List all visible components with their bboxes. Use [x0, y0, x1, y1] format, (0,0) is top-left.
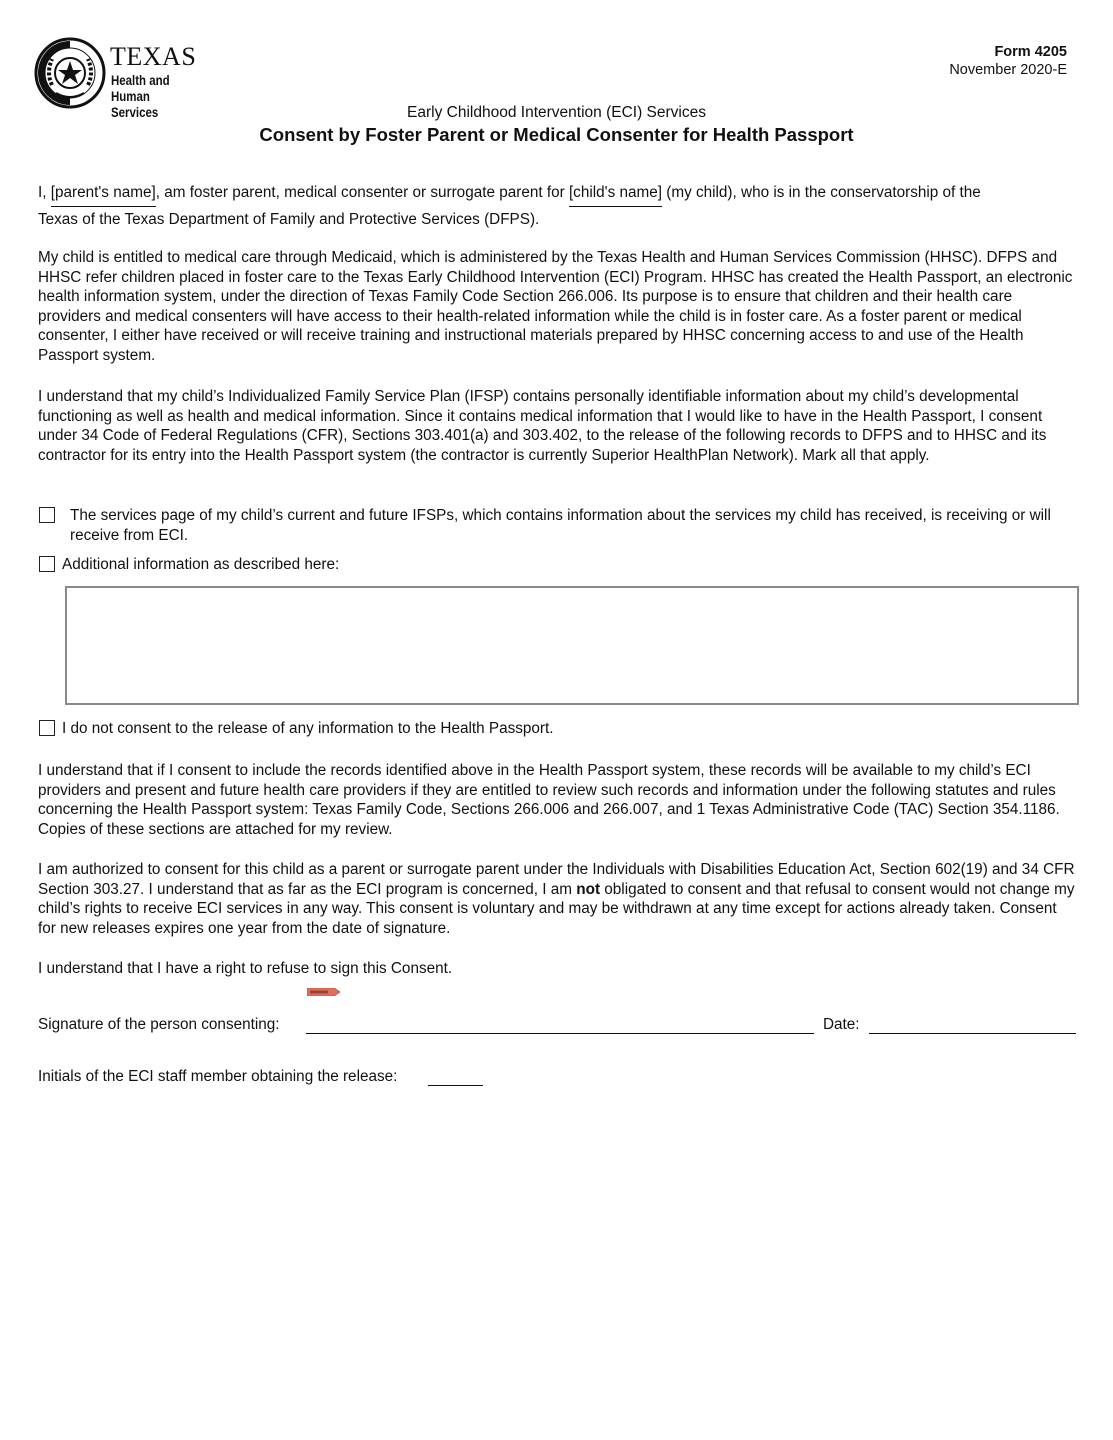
intro-prefix: I, [38, 184, 51, 201]
intro-paragraph [38, 180, 1078, 233]
logo-subtitle-line1: Health and Human [111, 73, 170, 104]
signature-field[interactable] [306, 1033, 814, 1034]
hhs-logo [34, 37, 224, 120]
no-consent-checkbox[interactable] [39, 720, 55, 736]
authorization-emphasis: not [576, 880, 601, 898]
additional-info-label: Additional information as described here: [62, 556, 340, 573]
date-field[interactable] [869, 1033, 1076, 1034]
page-title: Consent by Foster Parent or Medical Consenter for Health Passport [259, 124, 854, 145]
records-available-paragraph: I understand that if I consent to include the records identified above in the Health Passport system, these records will be available to my child’s ECI providers and present and future health care providers if they are entitled to review such records and information under the following statutes and rules concerning the Health Passport system: Texas Family Code, Sections 266.006 and 266.007, and 1 Texas Administrative Code (TAC) Section 354.1186. Copies of these sections are attached for my review. [38, 762, 1060, 838]
no-consent-label: I do not consent to the release of any information to the Health Passport. [62, 720, 554, 737]
logo-subtitle-line2: Services [111, 105, 159, 120]
initials-field[interactable] [428, 1085, 483, 1086]
additional-info-textbox[interactable] [65, 586, 1079, 705]
refuse-paragraph: I understand that I have a right to refuse to sign this Consent. [38, 960, 453, 977]
parent-name-field[interactable]: [parent's name] [51, 183, 156, 207]
authorization-text-1: I am authorized to consent for this child as a parent or surrogate parent under the Individuals with Disabilities Education Act, Section 602(19) and 34 CFR Section 303.27. I understand that as far as the ECI program is concerned, I am [38, 861, 1075, 898]
form-identifier [949, 43, 1067, 79]
texas-seal-icon [34, 37, 106, 109]
logo-texas-text: TEXAS [110, 42, 197, 71]
form-date: November 2020-E [949, 62, 1067, 78]
intro-line2: Texas of the Texas Department of Family and Protective Services (DFPS). [38, 211, 540, 228]
medicaid-paragraph: My child is entitled to medical care through Medicaid, which is administered by the Texas Health and Human Services Commission (HHSC). DFPS and HHSC refer children placed in foster care to the Texas Early Childhood Intervention (ECI) Program. HHSC has created the Health Passport, an electronic health information system, under the direction of Texas Family Code Section 266.006. Its purpose is to ensure that children and their health care providers and medical consenters will have access to their health-related information while the child is in foster care. As a foster parent or medical consenter, I either have received or will receive training and instructional materials prepared by HHSC concerning access to and use of the Health Passport system. [38, 249, 1073, 364]
services-page-label: The services page of my child’s current and future IFSPs, which contains information about the services my child has received, is receiving or will receive from ECI. [70, 507, 1051, 544]
intro-suffix: (my child), who is in the conservatorship of the [661, 184, 981, 201]
sign-here-flag-icon[interactable] [307, 988, 340, 996]
intro-middle: , am foster parent, medical consenter or surrogate parent for [155, 184, 569, 201]
form-number: Form 4205 [994, 44, 1067, 60]
authorization-text-2: obligated to consent and that refusal to consent would not change my child’s rights to receive ECI services in any way. This consent is voluntary and may be withdrawn at any time except for actions already taken. Consent for new releases expires one year from the date of signature. [38, 880, 1075, 937]
services-page-checkbox[interactable] [39, 507, 55, 523]
date-label: Date: [823, 1016, 860, 1033]
child-name-field[interactable]: [child's name] [569, 183, 662, 207]
authorization-paragraph [38, 860, 1078, 938]
initials-label: Initials of the ECI staff member obtaining the release: [38, 1068, 398, 1085]
additional-info-checkbox[interactable] [39, 556, 55, 572]
program-name: Early Childhood Intervention (ECI) Services [407, 104, 706, 121]
title-block [0, 103, 1113, 147]
ifsp-paragraph: I understand that my child’s Individualized Family Service Plan (IFSP) contains personally identifiable information about my child’s developmental functioning as well as health and medical information. Since it contains medical information that I would like to have in the Health Passport, I consent under 34 Code of Federal Regulations (CFR), Sections 303.401(a) and 303.402, to the release of the following records to DFPS and to HHSC and its contractor for its entry into the Health Passport system (the contractor is currently Superior HealthPlan Network). Mark all that apply. [38, 388, 1047, 464]
signature-label: Signature of the person consenting: [38, 1016, 280, 1033]
